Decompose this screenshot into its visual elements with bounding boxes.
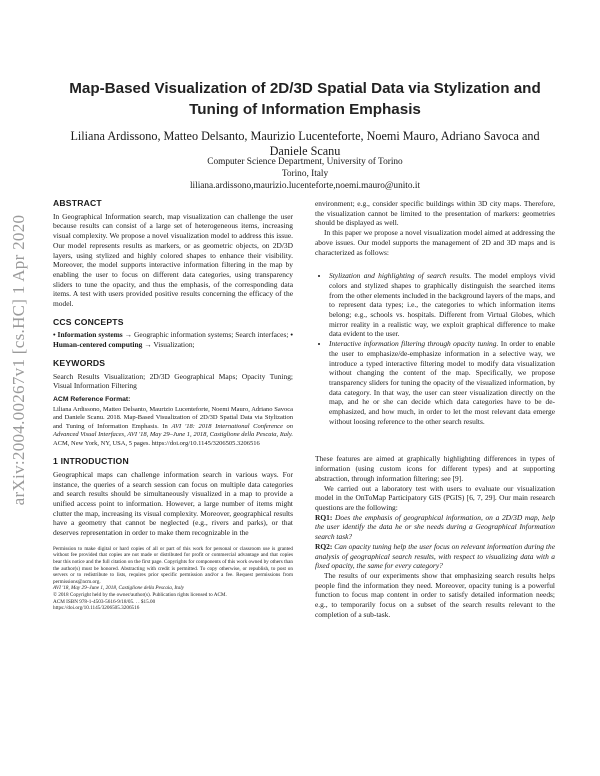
right-para-2: In this paper we propose a novel visualization model aimed at addressing the above issues. Our model supports the management of 2D and 3D maps and is characterized as follows: <box>315 228 555 257</box>
affiliation-city: Torino, Italy <box>281 169 329 179</box>
footnote-permission: Permission to make digital or hard copies of all or part of this work for personal or classroom use is granted without fee provided that copies are not made or distributed for profit or commercial advantage and that copies bear this notice and the full citation on the first page. Copyrights for components of this work owned by others than the author(s) must be honored. Abstracting with credit is permitted. To copy otherwise, or republish, to post on servers or to redistribute to lists, requires prior specific permission and/or a fee. Request permissions from permissions@acm.org. <box>53 545 293 585</box>
ccs-heading: CCS CONCEPTS <box>53 316 124 327</box>
ccs-text: • Information systems → Geographic information systems; Search interfaces; • Human-centered computing → Visualization; <box>53 330 293 350</box>
keywords-heading: KEYWORDS <box>53 357 106 368</box>
keywords-text: Search Results Visualization; 2D/3D Geographical Maps; Opacity Tuning; Visual Information Filtering <box>53 371 293 391</box>
left-column <box>53 199 293 612</box>
list-item: • Stylization and highlighting of search results. The model employs vivid colors and stylized shapes to graphically distinguish the searched items from the other elements included in the background layers of the maps, and to represent data types; i.e., the categories to which information items belong; e.g., schools vs. hospitals. Different from Virtual Globes, which mirror reality in a realistic way, we exploit graphical difference to make data evident to the user. <box>329 271 555 339</box>
list-item: • Interactive information filtering through opacity tuning. In order to enable the user to emphasize/de-emphasize information in a selective way, we introduce a typed interactive filtering model to modify data visualization without changing the content of the map. Specifically, we propose transparency sliders for tuning the opacity of the visualized information, by data category. In that way, the user can steer visualization directly on the map, and he or she can decide which data categories have to be de-emphasized, and how much, in order to let the most relevant data emerge without loosing reference to the other search results. <box>329 339 555 426</box>
research-question-2: RQ2: Can opacity tuning help the user focus on relevant information during the analysis of geographical search results, with respect to visualizing data with a fixed opacity, the same for every category? <box>315 541 555 571</box>
right-para-1: environment; e.g., consider specific buildings within 3D city maps. Therefore, the visualization cannot be limited to the presentation of markers: geometries should be displayed as well. <box>315 199 555 228</box>
research-question-1: RQ1: Does the emphasis of geographical information, on a 2D/3D map, help the user identify the data he or she needs during a Geographical Information search task? <box>315 512 555 542</box>
intro-text: Geographical maps can challenge information search in various ways. For instance, the queries of a search session can focus on multiple data categories and search results should be simultaneously visualized in a map to provide a unified access point to information. However, a large number of items might clutter the map, increasing its visual complexity. Moreover, geographical results have a geometry that cannot be neglected (e.g., rivers and parks), or that deserves representation in order to make them recognizable in the <box>53 469 293 538</box>
abstract-heading: ABSTRACT <box>53 198 102 208</box>
author-list: Liliana Ardissono, Matteo Delsanto, Maurizio Lucenteforte, Noemi Mauro, Adriano Savoca and Daniele Scanu <box>70 129 540 158</box>
intro-heading: 1 INTRODUCTION <box>53 456 129 467</box>
right-para-5: The results of our experiments show that emphasizing search results helps people find the information they need. Moreover, opacity tuning is a powerful function to focus map content in order to satisfy detailed information needs; e.g., to temporarily focus on a subset of the search results relevant to the completion of a sub-task. <box>315 570 555 619</box>
acm-ref-text: Liliana Ardissono, Matteo Delsanto, Maurizio Lucenteforte, Noemi Mauro, Adriano Savoca and Daniele Scanu. 2018. Map-Based Visualization of 2D/3D Spatial Data via Stylization and Tuning of Information Emphasis. In AVI '18: 2018 International Conference on Advanced Visual Interfaces, AVI '18, May 29–June 1, 2018, Castiglione della Pescaia, Italy. ACM, New York, NY, USA, 5 pages. https://doi.org/10.1145/3206505.3206516 <box>53 405 293 447</box>
paper-title: Map-Based Visualization of 2D/3D Spatial Data via Stylization and Tuning of Information Emphasis <box>69 80 541 118</box>
right-column <box>315 199 555 619</box>
right-para-3: These features are aimed at graphically highlighting differences in types of information (using custom icons for different types) and at supporting abstraction, through information filtering; see [9]. <box>315 454 555 483</box>
affiliation-dept: Computer Science Department, University of Torino <box>207 157 403 167</box>
footnote-venue: AVI '18, May 29–June 1, 2018, Castiglione della Pescaia, Italy <box>53 585 184 592</box>
affiliation-emails: liliana.ardissono,maurizio.lucenteforte,noemi.mauro@unito.it <box>189 181 421 191</box>
footnote-copyright: © 2018 Copyright held by the owner/author(s). Publication rights licensed to ACM. <box>53 591 227 598</box>
acm-ref-heading: ACM Reference Format: <box>53 395 131 403</box>
feature-list <box>315 271 555 426</box>
arxiv-identifier: arXiv:2004.00267v1 [cs.HC] 1 Apr 2020 <box>9 214 28 506</box>
abstract-text: In Geographical Information search, map visualization can challenge the user because results can consist of a large set of heterogeneous items, increasing visual complexity. We propose a novel visualization model to address this issue. Our model represents results as markers, or as geometric objects, on 2D/3D layers, using stylized and highly colored shapes to enhance their visibility. Moreover, the model supports interactive information filtering in the map by enabling the user to focus on different data categories, using transparency sliders to tune the opacity, and thus the emphasis, of the corresponding data items. A test with users provided positive results concerning the efficacy of the model. <box>53 211 293 309</box>
footnote <box>53 546 293 612</box>
affiliation <box>60 156 550 192</box>
arxiv-sidebar <box>4 150 34 570</box>
footnote-doi: https://doi.org/10.1145/3206505.3206516 <box>53 605 140 612</box>
right-para-4: We carried out a laboratory test with users to evaluate our visualization model in the OnToMap Participatory GIS (PGIS) [6, 7, 29]. Our main research questions are the following: <box>315 483 555 512</box>
footnote-isbn: ACM ISBN 978-1-4503-5616-9/18/05. . . $15.00 <box>53 598 156 605</box>
